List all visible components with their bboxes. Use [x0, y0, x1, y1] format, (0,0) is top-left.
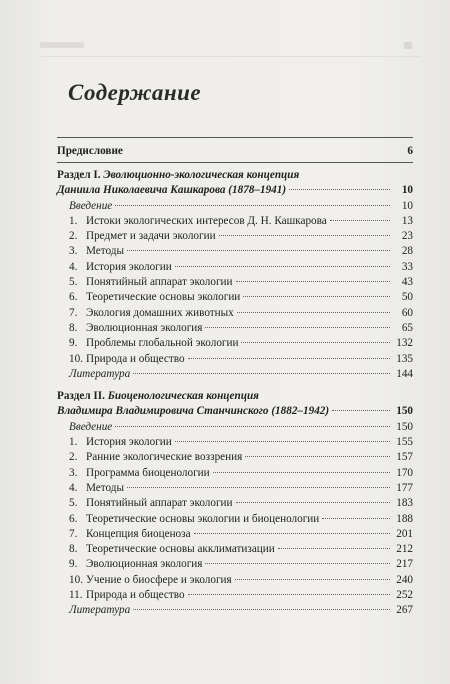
leader [236, 281, 390, 282]
section-2-title: Биоценологическая концепция [107, 390, 259, 403]
leader [245, 456, 390, 457]
section-1-title-line2[interactable] [57, 183, 413, 198]
leader [332, 410, 390, 411]
entry-number: 4. [69, 481, 78, 494]
leader [235, 579, 390, 580]
entry-label: Истоки экологических интересов Д. Н. Кашкарова [86, 214, 327, 227]
entry-number: 2. [69, 230, 78, 243]
entry-label: История экологии [86, 436, 172, 449]
preface-label: Предисловие [57, 145, 123, 157]
leader [188, 358, 390, 359]
section-2-title-line2[interactable] [57, 404, 413, 419]
entry-page: 65 [401, 321, 413, 334]
literature-label: Литература [69, 604, 131, 617]
intro-label: Введение [69, 199, 113, 212]
leader [219, 235, 390, 236]
entry-page: 132 [396, 337, 413, 350]
section-2 [57, 389, 413, 618]
bleed-through-header [40, 42, 420, 57]
top-rule [57, 137, 413, 138]
entry-page: 135 [396, 352, 413, 365]
leader [133, 609, 390, 610]
entry-number: 11. [69, 589, 83, 602]
section-2-page: 150 [396, 405, 413, 418]
entry-page: 212 [396, 543, 413, 556]
toc-entry[interactable] [57, 557, 413, 572]
toc-entry[interactable] [57, 290, 413, 305]
entry-page: 50 [401, 291, 413, 304]
section-1-label: Раздел I. [57, 169, 101, 181]
entry-number: 7. [69, 306, 78, 319]
leader [115, 426, 390, 427]
toc-entry[interactable] [57, 214, 413, 229]
toc-heading: Содержание [68, 80, 202, 105]
toc-entry-intro[interactable] [57, 199, 413, 214]
entry-page: 13 [401, 214, 413, 227]
entry-page: 201 [396, 527, 413, 540]
entry-label: Учение о биосфере и экология [86, 573, 232, 586]
entry-number: 10. [69, 352, 83, 365]
entry-label: Природа и общество [86, 352, 185, 365]
toc-entry[interactable] [57, 306, 413, 321]
leader [133, 373, 390, 374]
section-1-author: Даниила Николаевича Кашкарова (1878–1941) [57, 184, 287, 197]
entry-number: 4. [69, 260, 78, 273]
leader [237, 312, 390, 313]
entry-page: 170 [396, 466, 413, 479]
toc-entry-intro[interactable] [57, 420, 413, 435]
entry-label: Теоретические основы экологии и биоценологии [86, 512, 320, 525]
entry-label: Теоретические основы экологии [86, 291, 241, 304]
entry-page: 28 [401, 245, 413, 258]
entry-number: 5. [69, 497, 78, 510]
toc-entry[interactable] [57, 450, 413, 465]
literature-page: 267 [396, 604, 413, 617]
entry-label: Природа и общество [86, 589, 185, 602]
toc-entry[interactable] [57, 275, 413, 290]
entry-label: Методы [86, 245, 124, 258]
entry-number: 1. [69, 436, 78, 449]
leader [205, 563, 390, 564]
leader [289, 189, 390, 190]
section-1-page: 10 [401, 184, 413, 197]
intro-page: 10 [401, 199, 413, 212]
leader [127, 487, 390, 488]
section-2-title-line1[interactable] [57, 389, 413, 404]
toc-entry[interactable] [57, 229, 413, 244]
leader [322, 518, 390, 519]
entry-page: 155 [396, 436, 413, 449]
toc-entry[interactable] [57, 512, 413, 527]
leader [330, 220, 390, 221]
entry-number: 3. [69, 466, 78, 479]
entry-page: 33 [401, 260, 413, 273]
toc-preface[interactable] [57, 140, 413, 162]
leader [175, 266, 390, 267]
toc-entry[interactable] [57, 260, 413, 275]
entry-page: 177 [396, 481, 413, 494]
leader [194, 533, 390, 534]
leader [243, 296, 390, 297]
entry-label: Эволюционная экология [86, 321, 203, 334]
entry-number: 5. [69, 276, 78, 289]
entry-page: 43 [401, 276, 413, 289]
entry-page: 217 [396, 558, 413, 571]
literature-page: 144 [396, 367, 413, 380]
toc-entry[interactable] [57, 352, 413, 367]
toc-entry[interactable] [57, 573, 413, 588]
entry-label: Методы [86, 481, 124, 494]
literature-label: Литература [69, 367, 131, 380]
entry-number: 3. [69, 245, 78, 258]
entry-label: Предмет и задачи экологии [86, 230, 216, 243]
entry-page: 23 [401, 230, 413, 243]
entry-label: Теоретические основы акклиматизации [86, 543, 275, 556]
entry-number: 7. [69, 527, 78, 540]
entry-label: История экологии [86, 260, 172, 273]
leader [127, 250, 390, 251]
toc-entry[interactable] [57, 496, 413, 511]
section-1-title: Эволюционно-экологическая концепция [103, 169, 300, 181]
leader [205, 327, 390, 328]
toc-entry-literature[interactable] [57, 603, 413, 618]
toc-entry[interactable] [57, 336, 413, 351]
entry-page: 240 [396, 573, 413, 586]
entry-number: 6. [69, 512, 78, 525]
toc-entry[interactable] [57, 321, 413, 336]
leader [175, 441, 390, 442]
entry-label: Проблемы глобальной экологии [86, 337, 239, 350]
leader [115, 205, 390, 206]
leader [236, 502, 390, 503]
entry-number: 2. [69, 451, 78, 464]
section-gap [57, 382, 413, 389]
toc-entry[interactable] [57, 588, 413, 603]
entry-number: 9. [69, 558, 78, 571]
entry-page: 252 [396, 589, 413, 602]
entry-number: 10. [69, 573, 83, 586]
section-1-title-line1[interactable] [57, 168, 413, 183]
toc-entry[interactable] [57, 542, 413, 557]
entry-page: 183 [396, 497, 413, 510]
entry-label: Понятийный аппарат экологии [86, 276, 233, 289]
entry-number: 1. [69, 214, 78, 227]
entry-page: 188 [396, 512, 413, 525]
entry-label: Понятийный аппарат экологии [86, 497, 233, 510]
entry-label: Программа биоценологии [86, 466, 210, 479]
entry-page: 157 [396, 451, 413, 464]
preface-rule [57, 162, 413, 163]
entry-number: 8. [69, 321, 78, 334]
entry-number: 9. [69, 337, 78, 350]
entry-number: 6. [69, 291, 78, 304]
toc-entry[interactable] [57, 481, 413, 496]
toc-entry[interactable] [57, 244, 413, 259]
intro-page: 150 [396, 420, 413, 433]
entry-number: 8. [69, 543, 78, 556]
entry-label: Эволюционная экология [86, 558, 203, 571]
section-1 [57, 168, 413, 382]
toc-entry-literature[interactable] [57, 367, 413, 382]
bleed-through-number [404, 42, 412, 49]
toc-entry[interactable] [57, 466, 413, 481]
entry-label: Концепция биоценоза [86, 527, 191, 540]
bleed-through-text [40, 42, 84, 48]
leader [213, 472, 390, 473]
leader [278, 548, 390, 549]
section-2-author: Владимира Владимировича Станчинского (1882–1942) [57, 405, 330, 418]
leader [188, 594, 390, 595]
preface-page: 6 [407, 145, 413, 157]
section-2-label: Раздел II. [57, 390, 105, 403]
table-of-contents [57, 140, 413, 619]
leader [241, 342, 390, 343]
entry-label: Ранние экологические воззрения [86, 451, 243, 464]
toc-entry[interactable] [57, 435, 413, 450]
intro-label: Введение [69, 420, 113, 433]
entry-page: 60 [401, 306, 413, 319]
toc-entry[interactable] [57, 527, 413, 542]
entry-label: Экология домашних животных [86, 306, 234, 319]
